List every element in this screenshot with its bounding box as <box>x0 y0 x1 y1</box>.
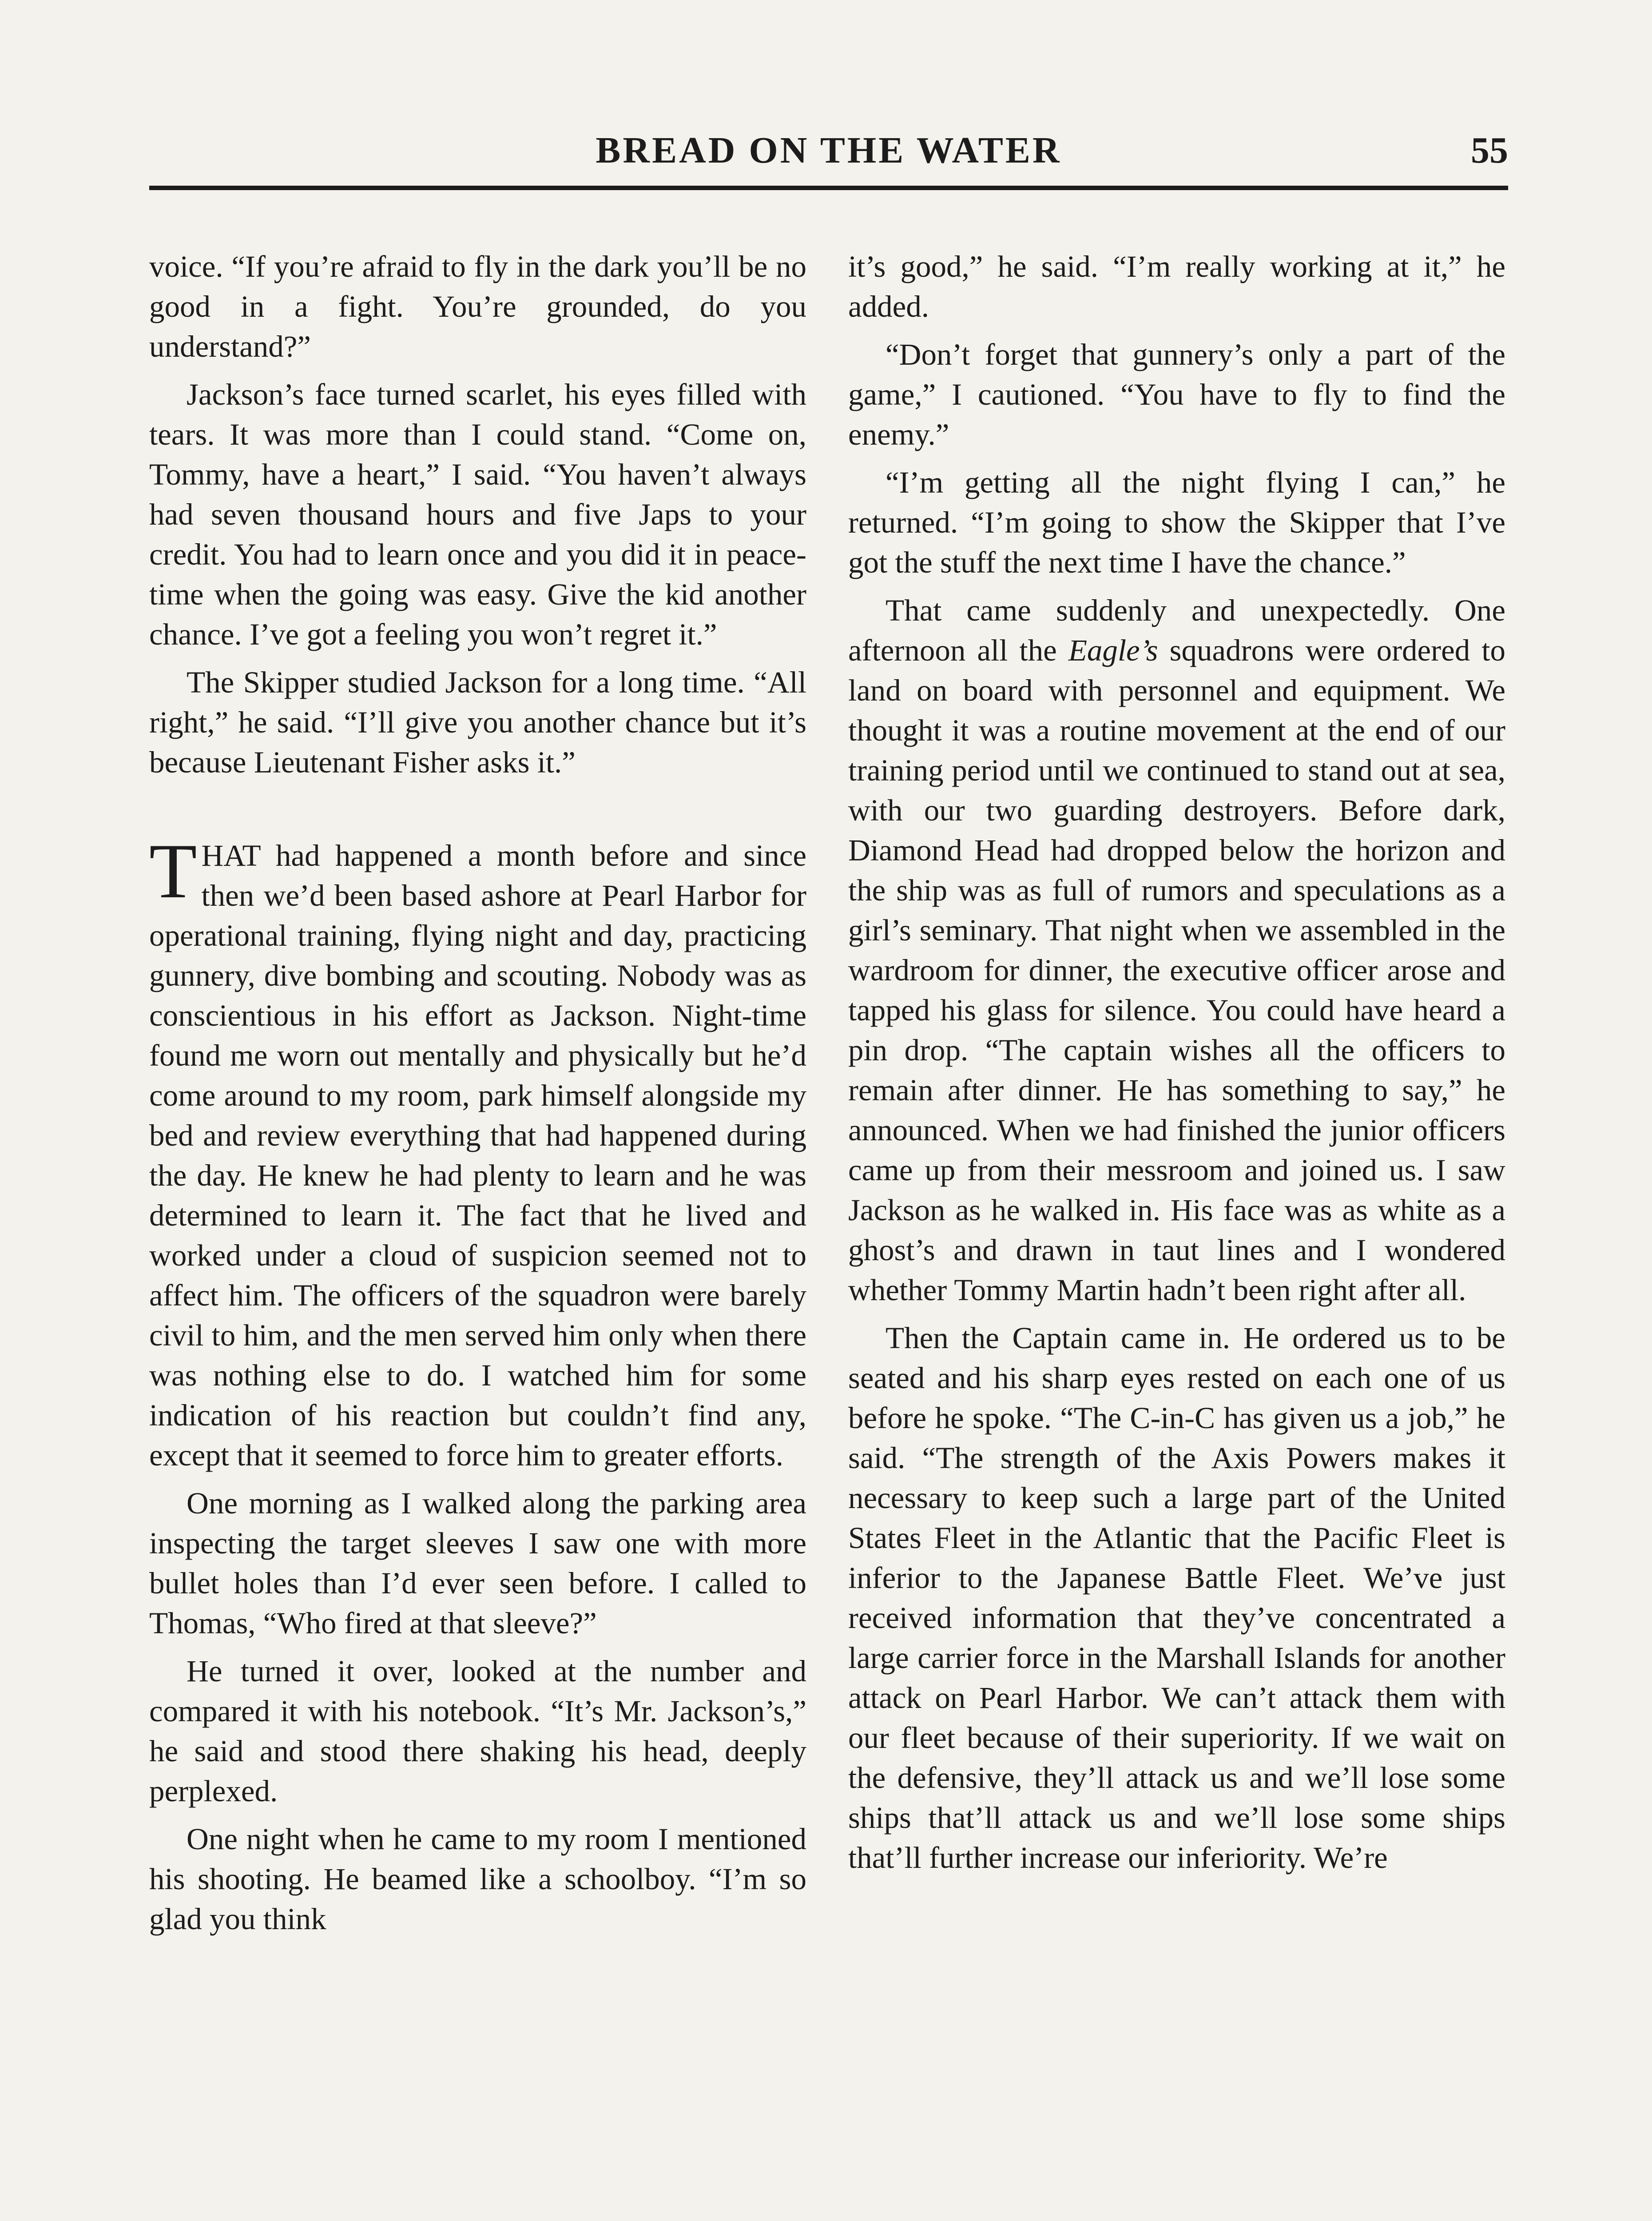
left-column <box>149 247 806 1947</box>
running-head-title: BREAD ON THE WATER <box>596 130 1062 171</box>
paragraph-text: That came suddenly and unexpectedly. One afternoon all the <box>848 593 1505 667</box>
header-rule <box>149 186 1508 190</box>
paragraph: “Don’t forget that gunnery’s only a part of the game,” I cautioned. “You have to fly to find the enemy.” <box>848 338 1505 451</box>
paragraph: He turned it over, looked at the number and compared it with his notebook. “It’s Mr. Jackson’s,” he said and stood there shaking his head, deeply perplexed. <box>149 1654 806 1808</box>
right-column <box>848 247 1505 1886</box>
page-number: 55 <box>1471 130 1508 171</box>
paragraph-text: HAT had happened a month before and since then we’d been based ashore at Pearl Harbor for operational training, flying night and day, practicing gunnery, dive bombing and scouting. Nobody was as conscientious in his effort as Jackson. Night-time found me worn out mentally and physically but he’d come around to my room, park himself alongside my bed and review everything that had happened during the day. He knew he had plenty to learn and he was determined to learn it. The fact that he lived and worked under a cloud of suspicion seemed not to affect him. The officers of the squadron were barely civil to him, and the men served him only when there was nothing else to do. I watched him for some indication of his reaction but couldn’t find any, except that it seemed to force him to greater efforts. <box>149 839 806 1472</box>
paragraph <box>848 590 1505 1310</box>
paragraph: it’s good,” he said. “I’m really working at it,” he added. <box>848 250 1505 323</box>
paragraph: One morning as I walked along the parking area inspecting the target sleeves I saw one with more bullet holes than I’d ever seen before. I called to Thomas, “Who fired at that sleeve?” <box>149 1486 806 1640</box>
paragraph: Jackson’s face turned scarlet, his eyes filled with tears. It was more than I could stand. “Come on, Tommy, have a heart,” I said. “You haven’t always had seven thousand hours and five Japs to your credit. You had to learn once and you did it in peace-time when the going was easy. Give the kid another chance. I’ve got a feeling you won’t regret it.” <box>149 378 806 651</box>
paragraph: Then the Captain came in. He ordered us to be seated and his sharp eyes rested on each one of us before he spoke. “The C-in-C has given us a job,” he said. “The strength of the Axis Powers makes it necessary to keep such a large part of the United States Fleet in the Atlantic that the Pacific Fleet is inferior to the Japanese Battle Fleet. We’ve just received information that they’ve concentrated a large carrier force in the Marshall Islands for another attack on Pearl Harbor. We can’t attack them with our fleet because of their superiority. If we wait on the defensive, they’ll attack us and we’ll lose some ships that’ll attack us and we’ll lose some ships that’ll further increase our inferiority. We’re <box>848 1321 1505 1875</box>
paragraph: voice. “If you’re afraid to fly in the dark you’ll be no good in a fight. You’re grounded, do you understand?” <box>149 250 806 363</box>
section-start-paragraph <box>149 828 806 1475</box>
page-header <box>149 124 1508 187</box>
drop-cap: T <box>149 828 197 915</box>
paragraph: The Skipper studied Jackson for a long time. “All right,” he said. “I’ll give you another chance but it’s because Lieutenant Fisher asks it.” <box>149 665 806 779</box>
paragraph-text: squadrons were ordered to land on board with personnel and equipment. We thought it was a routine movement at the end of our training period until we continued to stand out at sea, with our two guarding destroyers. Before dark, Diamond Head had dropped below the horizon and the ship was as full of rumors and speculations as a girl’s seminary. That night when we assembled in the wardroom for dinner, the executive officer arose and tapped his glass for silence. You could have heard a pin drop. “The captain wishes all the officers to remain after dinner. He has something to say,” he announced. When we had finished the junior officers came up from their messroom and joined us. I saw Jackson as he walked in. His face was as white as a ghost’s and drawn in taut lines and I wondered whether Tommy Martin hadn’t been right after all. <box>848 633 1505 1307</box>
ship-name: Eagle’s <box>1068 633 1158 667</box>
paragraph: “I’m getting all the night flying I can,” he returned. “I’m going to show the Skipper that I’ve got the stuff the next time I have the chance.” <box>848 466 1505 579</box>
paragraph: One night when he came to my room I mentioned his shooting. He beamed like a schoolboy. “I’m so glad you think <box>149 1822 806 1936</box>
